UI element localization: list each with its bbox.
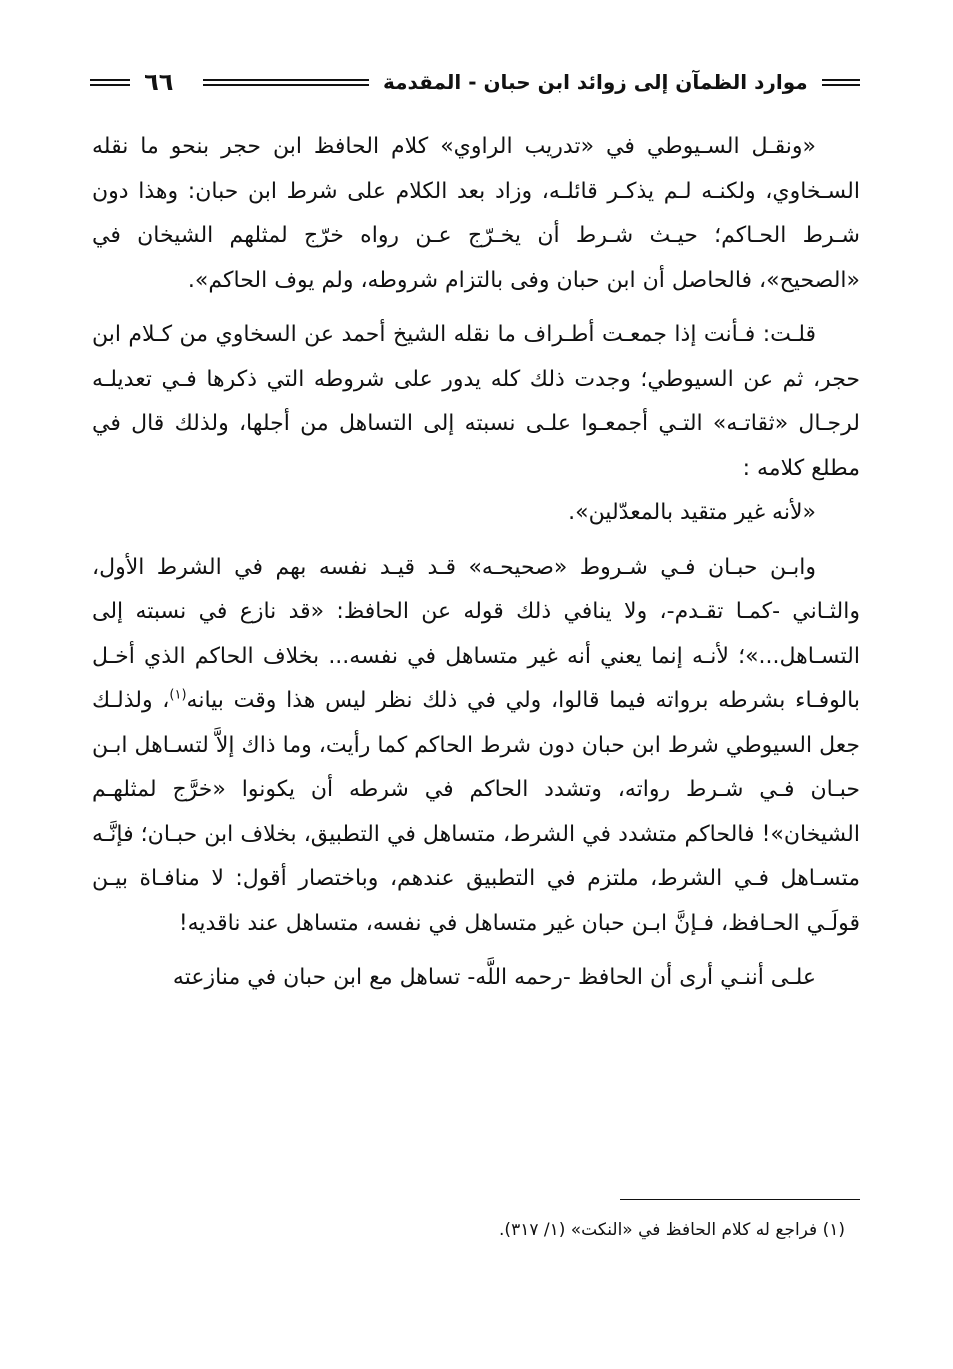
page-number: ٦٦ xyxy=(144,68,174,96)
header-rule-middle xyxy=(203,79,369,86)
header-rule-right xyxy=(90,79,130,86)
paragraph-4-part-1: وابـن حبـان فـي شـروط «صحيحـه» قـد قيـد نفسه بهم في الشرط الأول، والثـاني -كمـا تقـدم-، ولا ينافي ذلك قوله عن الحافظ: «قد نازع في نسبته إلى التسـاهل...»؛ لأنـه إنما يعني أنه غير متساهل في نفسه... بخلاف الحاكم الذي أخـل بالوفـاء بشرطه برواته فيما قالوا، ولي في ذلك نظر ليس هذا وقت بيانه xyxy=(92,554,860,713)
paragraph-5: علـى أننـي أرى أن الحافظ -رحمه اللَّه- تساهل مع ابن حبان في منازعته xyxy=(172,965,816,990)
paragraph-4-part-2: ، ولذلـك جعل السيوطي شرط ابن حبان دون شرط الحاكم كما رأيت، وما ذاك إلاَّ لتسـاهل ابـن حبـان فـي شـرط رواته، وتشدد الحاكم في شرطه أن يكونوا «خرَّج لمثلهـم الشيخان»! فالحاكم متشدد في الشرط، متساهل في التطبيق، بخلاف ابن حبـان؛ فإنَّـه متسـاهل فـي الشرط، ملتزم في التطبيق عندهم، وباختصار أقول: لا منافـاة بيـن قولَـي الحـافظ، فـإنَّ ابـن حبان غير متساهل في نفسه، متساهل عند ناقديه! xyxy=(92,688,860,936)
running-title: موارد الظمآن إلى زوائد ابن حبان - المقدمة xyxy=(383,70,808,94)
footnote-reference-1[interactable]: (١) xyxy=(169,687,187,703)
paragraph-4 xyxy=(92,546,860,947)
header-rule-left xyxy=(822,79,860,86)
paragraph-3-quote: «لأنه غير متقيد بالمعدّلين». xyxy=(568,500,816,525)
page-header xyxy=(90,58,860,106)
footnote-1: (١) فراجع له كلام الحافظ في «النكت» (١/ ٣١٧). xyxy=(499,1220,845,1240)
paragraph-2: قلـت: فـأنت إذا جمعـت أطـراف ما نقله الشيخ أحمد عن السخاوي من كـلام ابن حجر، ثم عن السيوطي؛ وجدت ذلك كله يدور على شروطه التي ذكرها فـي تعديلـه لرجـال «ثقاتـه» التـي أجمعـوا علـى نسبته إلى التساهل من أجلها، ولذلك قال في مطلع كلامه : xyxy=(92,322,860,481)
footnote-separator xyxy=(620,1199,860,1200)
paragraph-1: «ونقـل السـيوطي في «تدريب الراوي» كلام الحافظ ابن حجر بنحو ما نقله السـخاوي، ولكنـه لـم يذكـر قائلـه، وزاد بعد الكلام على شرط ابن حبان: وهذا دون شـرط الحـاكم؛ حيـث شـرط أن يخـرّج عـن رواه خرّج لمثلهم الشيخان في «الصحيح»، فالحاصل أن ابن حبان وفى بالتزام شروطه، ولم يوف الحاكم». xyxy=(92,134,860,293)
body-text xyxy=(92,125,860,1001)
